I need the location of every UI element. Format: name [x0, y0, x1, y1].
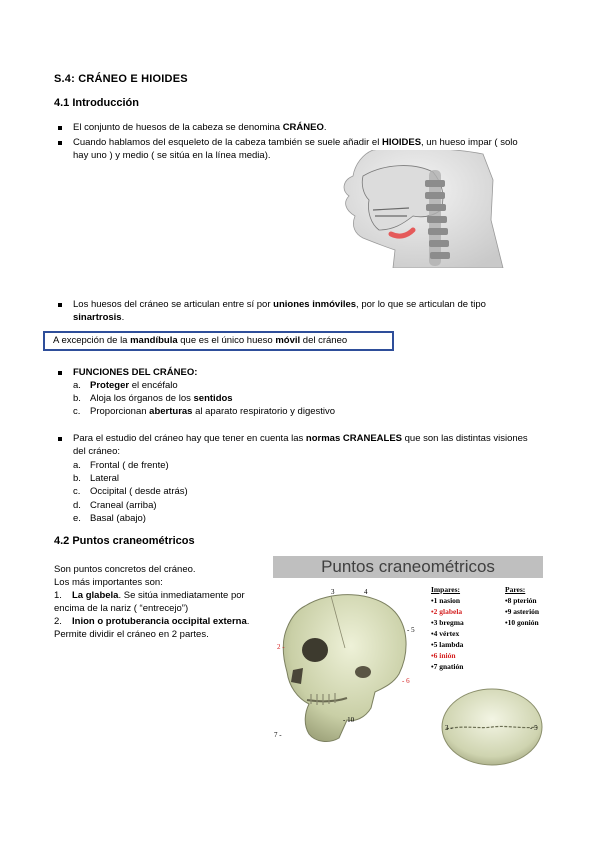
skull-label-7: 7 -	[274, 731, 282, 739]
puntos-intro-line: Son puntos concretos del cráneo.	[54, 564, 196, 575]
skull-label-6: - 6	[402, 677, 410, 685]
norma-item: b. Lateral	[73, 473, 120, 484]
norma-item: e. Basal (abajo)	[73, 513, 146, 524]
section-heading-puntos: 4.2 Puntos craneométricos	[54, 535, 195, 547]
section-heading-intro: 4.1 Introducción	[54, 97, 139, 109]
skull-label-4: 4	[364, 588, 368, 596]
mandibula-callout: A excepción de la mandíbula que es el único hueso móvil del cráneo	[43, 331, 394, 351]
legend-item: •10 gonión	[505, 618, 539, 627]
bullet	[58, 303, 62, 307]
skull-label-5: - 5	[407, 626, 415, 634]
legend-item: •4 vértex	[431, 629, 460, 638]
lateral-skull-image	[275, 588, 415, 748]
norma-item: c. Occipital ( desde atrás)	[73, 486, 188, 497]
legend-item: •8 pterión	[505, 596, 537, 605]
legend-impares	[431, 584, 464, 672]
top-skull-label-3: 3 -	[445, 724, 453, 732]
skull-label-3: 3	[331, 588, 335, 596]
top-skull-image	[440, 683, 544, 767]
funcion-item-b: b. Aloja los órganos de los sentidos	[73, 393, 233, 404]
legend-pares-heading: Pares:	[505, 585, 526, 594]
legend-item: •7 gnatión	[431, 662, 464, 671]
legend-item: •1 nasion	[431, 596, 461, 605]
puntos-intro-line: Los más importantes son:	[54, 577, 163, 588]
legend-item: •2 glabela	[431, 607, 463, 616]
figure-title: Puntos craneométricos	[273, 556, 543, 578]
funcion-item-c: c. Proporcionan aberturas al aparato respiratorio y digestivo	[73, 406, 336, 417]
legend-impares-heading: Impares:	[431, 585, 461, 594]
bullet	[58, 126, 62, 130]
bullet	[58, 371, 62, 375]
legend-item: •6 inión	[431, 651, 456, 660]
legend-item: •3 bregma	[431, 618, 464, 627]
puntos-text	[54, 563, 269, 641]
intro-bullet-2: Cuando hablamos del esqueleto de la cabeza también se suele añadir el HIOIDES, un hueso impar ( solo hay uno ) y medio ( se sitúa en la línea media).	[73, 137, 518, 161]
puntos-item-1: 1. La glabela. Se sitúa inmediatamente por encima de la nariz ( “entrecejo”)	[54, 590, 245, 614]
norma-item: d. Craneal (arriba)	[73, 500, 157, 511]
legend-pares	[505, 584, 539, 628]
document-title: S.4: CRÁNEO E HIOIDES	[54, 73, 188, 85]
skull-label-2: 2 -	[277, 643, 285, 651]
bullet	[58, 141, 62, 145]
skull-label-10: - 10	[343, 716, 355, 724]
legend-item: •9 asterión	[505, 607, 540, 616]
bullet	[58, 437, 62, 441]
intro-bullet-3: Los huesos del cráneo se articulan entre sí por uniones inmóviles, por lo que se articulan de tipo sinartrosis.	[73, 299, 486, 323]
skull-neck-illustration	[333, 150, 513, 268]
legend-item: •5 lambda	[431, 640, 464, 649]
norma-item: a. Frontal ( de frente)	[73, 460, 169, 471]
funcion-item-a: a. Proteger el encéfalo	[73, 380, 178, 391]
puntos-item-2: 2. Inion o protuberancia occipital externa. Permite dividir el cráneo en 2 partes.	[54, 616, 250, 640]
intro-bullet-1: El conjunto de huesos de la cabeza se denomina CRÁNEO.	[73, 122, 327, 133]
top-skull-label-5: - 5	[530, 724, 538, 732]
normas-paragraph: Para el estudio del cráneo hay que tener en cuenta las normas CRANEALES que son las distintas visiones del cráneo:	[73, 433, 528, 457]
funciones-heading: FUNCIONES DEL CRÁNEO:	[73, 367, 198, 378]
